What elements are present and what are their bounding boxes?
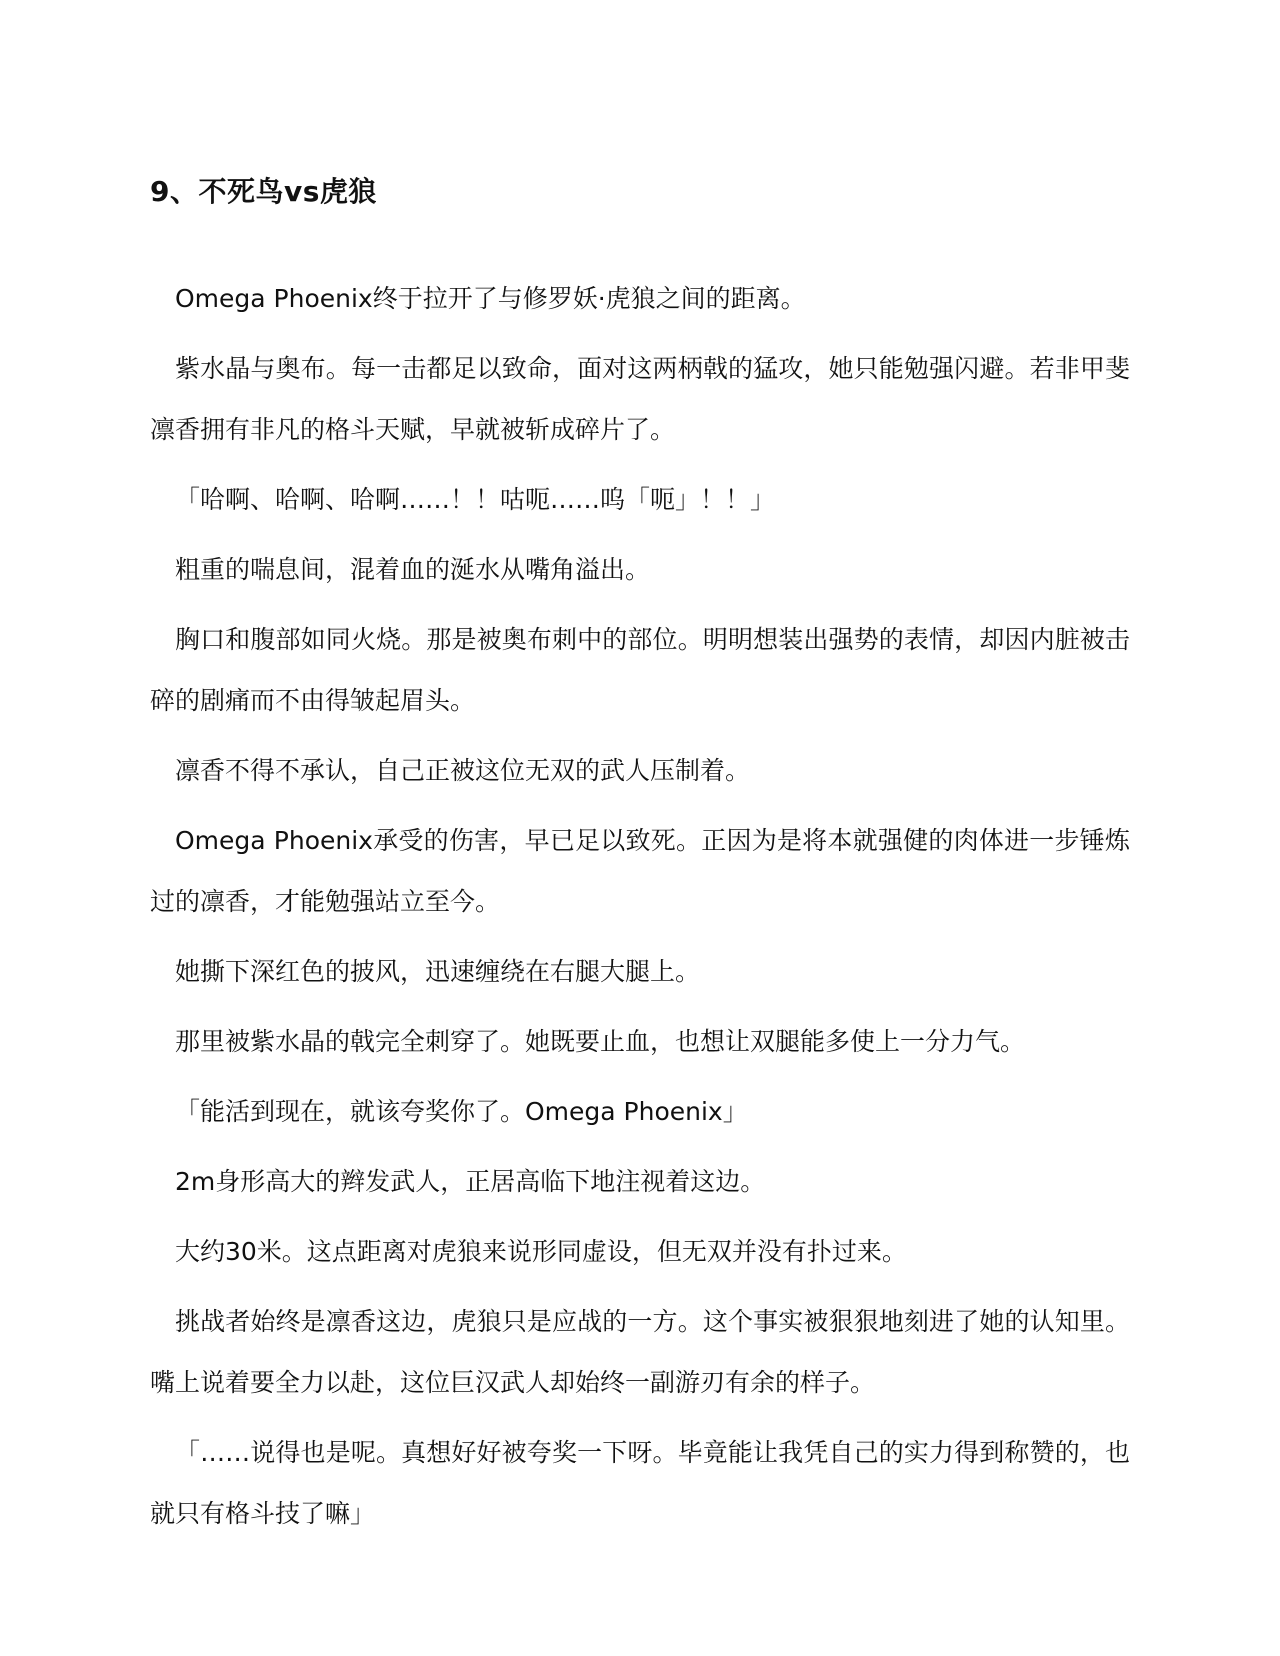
- paragraph-9: 那里被紫水晶的戟完全刺穿了。她既要止血，也想让双腿能多使上一分力气。: [175, 1027, 1026, 1056]
- paragraph-14: 「……说得也是呢。真想好好被夸奖一下呀。毕竟能让我凭自己的实力得到称赞的，也就只有格斗技了嘛」: [150, 1438, 1130, 1528]
- paragraph-11: 2m身形高大的辫发武人，正居高临下地注视着这边。: [175, 1167, 766, 1196]
- paragraph-7: Omega Phoenix承受的伤害，早已足以致死。正因为是将本就强健的肉体进一步锤炼过的凛香，才能勉强站立至今。: [150, 826, 1130, 916]
- chapter-title: 9、不死鸟vs虎狼: [150, 175, 377, 208]
- paragraph-4: 粗重的喘息间，混着血的涎水从嘴角溢出。: [175, 555, 651, 584]
- paragraph-5: 胸口和腹部如同火烧。那是被奥布刺中的部位。明明想装出强势的表情，却因内脏被击碎的剧痛而不由得皱起眉头。: [150, 625, 1130, 715]
- chapter-body: [150, 268, 1130, 1553]
- paragraph-8: 她撕下深红色的披风，迅速缠绕在右腿大腿上。: [175, 957, 701, 986]
- paragraph-10: 「能活到现在，就该夸奖你了。Omega Phoenix」: [175, 1097, 748, 1126]
- paragraph-1: Omega Phoenix终于拉开了与修罗妖·虎狼之间的距离。: [175, 284, 806, 313]
- paragraph-2: 紫水晶与奥布。每一击都足以致命，面对这两柄戟的猛攻，她只能勉强闪避。若非甲斐凛香拥有非凡的格斗天赋，早就被斩成碎片了。: [150, 354, 1130, 444]
- paragraph-3: 「哈啊、哈啊、哈啊……！！咕呃……呜「呃」！！」: [175, 485, 776, 514]
- paragraph-12: 大约30米。这点距离对虎狼来说形同虚设，但无双并没有扑过来。: [175, 1237, 907, 1266]
- paragraph-6: 凛香不得不承认，自己正被这位无双的武人压制着。: [175, 756, 751, 785]
- paragraph-13: 挑战者始终是凛香这边，虎狼只是应战的一方。这个事实被狠狠地刻进了她的认知里。嘴上说着要全力以赴，这位巨汉武人却始终一副游刃有余的样子。: [150, 1307, 1130, 1397]
